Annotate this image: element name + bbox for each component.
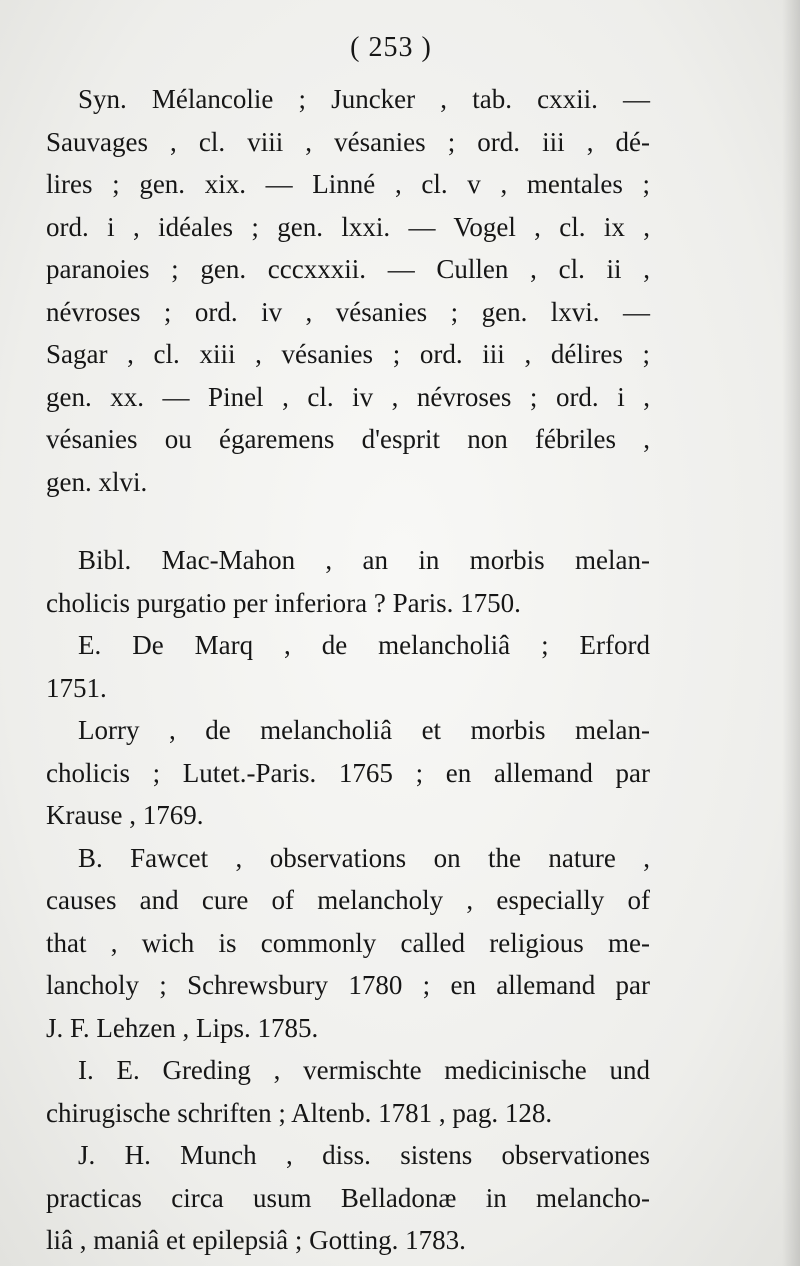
text-line: cholicis purgatio per inferiora ? Paris. 1750. xyxy=(46,587,521,618)
text-line: liâ , maniâ et epilepsiâ ; Gotting. 1783. xyxy=(46,1225,466,1255)
text-line: Syn. Mélancolie ; Juncker , tab. cxxii. — xyxy=(78,84,650,114)
text-line: I. E. Greding , vermischte medicinische und xyxy=(78,1055,650,1085)
page-edge-shadow xyxy=(782,0,800,1266)
synonymy-paragraph xyxy=(46,78,656,503)
text-line: ord. i , idéales ; gen. lxxi. — Vogel , cl. ix , xyxy=(46,211,650,242)
text-line: chirugische schriften ; Altenb. 1781 , pag. 128. xyxy=(46,1097,553,1128)
text-line: Bibl. Mac-Mahon , an in morbis melan- xyxy=(78,545,650,575)
bibliography-entry xyxy=(46,624,656,709)
text-line: Krause , 1769. xyxy=(46,800,204,830)
text-line: cholicis ; Lutet.-Paris. 1765 ; en allemand par xyxy=(46,757,650,788)
text-line: lires ; gen. xix. — Linné , cl. v , mentales ; xyxy=(46,169,650,199)
text-line: E. De Marq , de melancholiâ ; Erford xyxy=(78,630,650,660)
bibliography-section xyxy=(46,539,656,1262)
bibliography-entry xyxy=(46,1049,656,1134)
text-line: causes and cure of melancholy , especially of xyxy=(46,885,650,915)
text-line: paranoies ; gen. cccxxxii. — Cullen , cl. ii , xyxy=(46,254,650,284)
text-line: névroses ; ord. iv , vésanies ; gen. lxvi. — xyxy=(46,296,650,327)
text-line: 1751. xyxy=(46,672,107,703)
text-line: gen. xx. — Pinel , cl. iv , névroses ; ord. i , xyxy=(46,381,650,412)
page-content xyxy=(46,28,656,1262)
text-line: J. F. Lehzen , Lips. 1785. xyxy=(46,1012,319,1043)
text-line: gen. xlvi. xyxy=(46,466,148,497)
bibliography-entry xyxy=(46,709,656,837)
bibliography-entry xyxy=(46,539,656,624)
text-line: lancholy ; Schrewsbury 1780 ; en allemand par xyxy=(46,970,650,1000)
text-line: vésanies ou égaremens d'esprit non fébriles , xyxy=(46,424,650,454)
section-gap xyxy=(46,503,656,539)
text-line: Lorry , de melancholiâ et morbis melan- xyxy=(78,715,650,745)
text-line: practicas circa usum Belladonæ in melancho- xyxy=(46,1182,650,1213)
text-line: Sauvages , cl. viii , vésanies ; ord. iii , dé- xyxy=(46,126,650,157)
bibliography-entry xyxy=(46,1134,656,1262)
text-line: B. Fawcet , observations on the nature , xyxy=(78,842,650,873)
text-line: Sagar , cl. xiii , vésanies ; ord. iii , délires ; xyxy=(46,339,650,369)
page-number: ( 253 ) xyxy=(350,32,432,63)
bibliography-entry xyxy=(46,837,656,1050)
text-line: J. H. Munch , diss. sistens observationes xyxy=(78,1140,650,1170)
text-line: that , wich is commonly called religious me- xyxy=(46,927,650,958)
